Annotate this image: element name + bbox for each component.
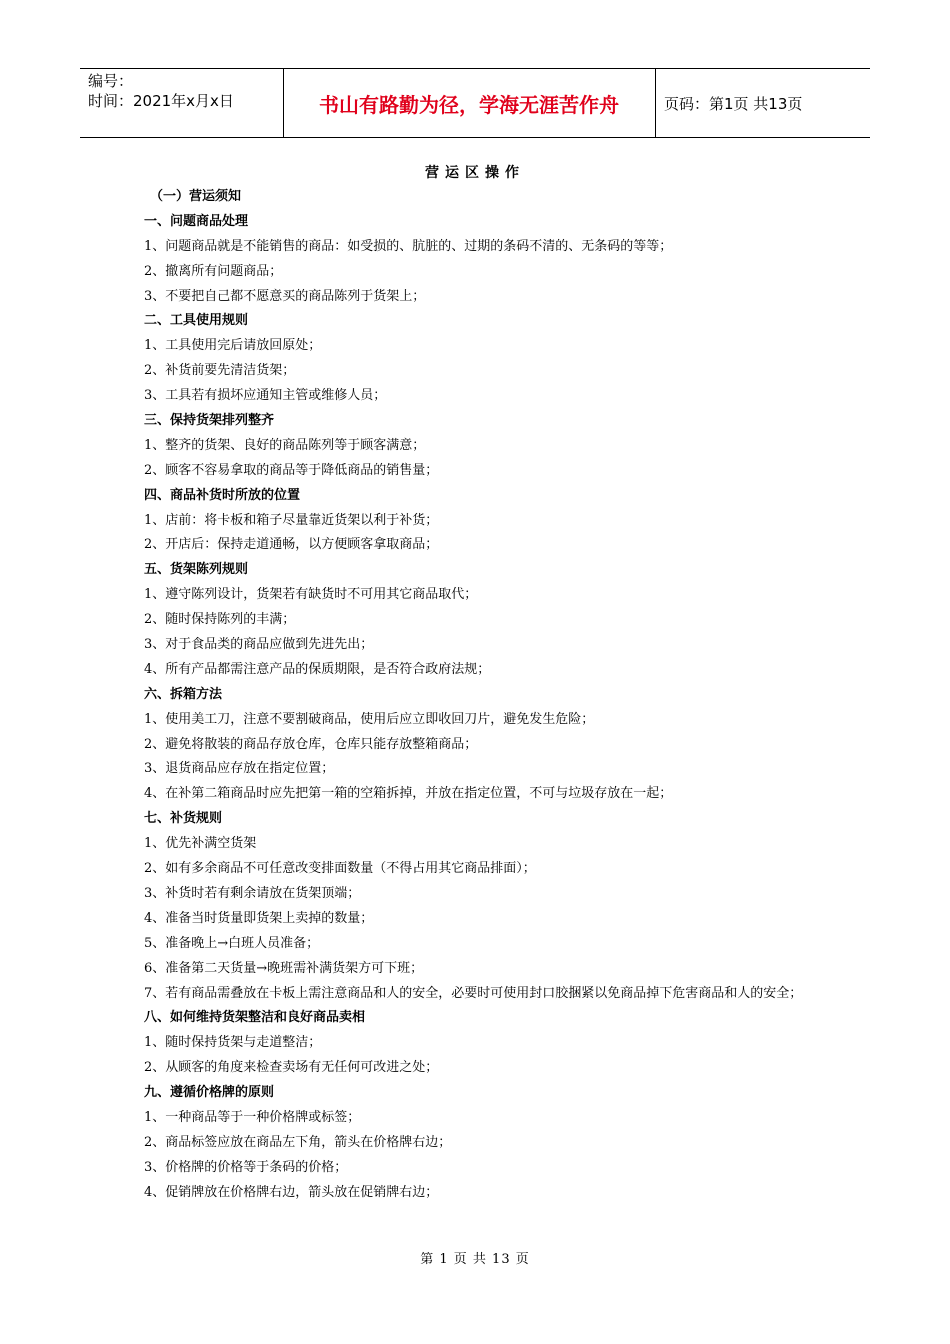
- list-item: 2、商品标签应放在商品左下角，箭头在价格牌右边；: [144, 1134, 452, 1150]
- list-item: 1、工具使用完后请放回原处；: [144, 338, 322, 354]
- list-item: 2、避免将散装的商品存放仓库，仓库只能存放整箱商品；: [144, 736, 478, 752]
- section-heading: 四、商品补货时所放的位置: [144, 487, 301, 503]
- section-heading: 五、货架陈列规则: [144, 562, 249, 578]
- number-label: 编号：: [88, 72, 134, 90]
- document-header: [80, 68, 870, 138]
- section-heading: 六、拆箱方法: [144, 686, 223, 702]
- header-motto: 书山有路勤为径，学海无涯苦作舟: [319, 92, 619, 117]
- list-item: 4、促销牌放在价格牌右边，箭头放在促销牌右边；: [144, 1184, 439, 1200]
- list-item: 2、撤离所有问题商品；: [144, 263, 283, 279]
- list-item: 3、价格牌的价格等于条码的价格；: [144, 1159, 348, 1175]
- list-item: 2、从顾客的角度来检查卖场有无任何可改进之处；: [144, 1060, 439, 1076]
- list-item: 6、准备第二天货量→晚班需补满货架方可下班；: [144, 960, 424, 976]
- time-label: 时间：2021年x月x日: [88, 92, 234, 110]
- document-body: [144, 185, 814, 1206]
- list-item: 2、补货前要先清洁货架；: [144, 363, 296, 379]
- page-footer: 第 1 页 共 13 页: [420, 1252, 530, 1267]
- section-heading: 八、如何维持货架整洁和良好商品卖相: [144, 1010, 366, 1026]
- list-item: 1、一种商品等于一种价格牌或标签；: [144, 1109, 361, 1125]
- list-item: 1、优先补满空货架: [144, 836, 257, 852]
- list-item: 4、在补第二箱商品时应先把第一箱的空箱拆掉，并放在指定位置，不可与垃圾存放在一起；: [144, 786, 673, 802]
- document-title: 营运区操作: [425, 165, 525, 181]
- header-page-info: 页码：第1页 共13页: [664, 94, 803, 113]
- list-item: 2、顾客不容易拿取的商品等于降低商品的销售量；: [144, 462, 439, 478]
- list-item: 3、工具若有损坏应通知主管或维修人员；: [144, 388, 387, 404]
- section-heading: 七、补货规则: [144, 811, 223, 827]
- list-item: 3、不要把自己都不愿意买的商品陈列于货架上；: [144, 288, 426, 304]
- section-heading: 三、保持货架排列整齐: [144, 413, 275, 429]
- list-item: 1、遵守陈列设计，货架若有缺货时不可用其它商品取代；: [144, 587, 478, 603]
- list-item: 1、整齐的货架、良好的商品陈列等于顾客满意；: [144, 437, 426, 453]
- list-item: 7、若有商品需叠放在卡板上需注意商品和人的安全，必要时可使用封口胶捆紧以免商品掉下危害商品和人的安全；: [144, 985, 803, 1001]
- list-item: 3、补货时若有剩余请放在货架顶端；: [144, 885, 361, 901]
- list-item: 3、对于食品类的商品应做到先进先出；: [144, 637, 374, 653]
- section-heading: 九、遵循价格牌的原则: [144, 1085, 275, 1101]
- section-heading: 二、工具使用规则: [144, 313, 249, 329]
- list-item: 4、准备当时货量即货架上卖掉的数量；: [144, 910, 374, 926]
- list-item: 3、退货商品应存放在指定位置；: [144, 761, 335, 777]
- list-item: 1、使用美工刀，注意不要割破商品，使用后应立即收回刀片，避免发生危险；: [144, 711, 595, 727]
- list-item: 2、随时保持陈列的丰满；: [144, 612, 296, 628]
- list-item: 1、随时保持货架与走道整洁；: [144, 1035, 322, 1051]
- header-divider: [655, 69, 656, 137]
- list-item: 4、所有产品都需注意产品的保质期限，是否符合政府法规；: [144, 661, 491, 677]
- list-item: 2、如有多余商品不可任意改变排面数量（不得占用其它商品排面）；: [144, 861, 536, 877]
- header-meta: [88, 71, 234, 111]
- section-heading: （一）营运须知: [150, 189, 242, 204]
- list-item: 1、问题商品就是不能销售的商品：如受损的、肮脏的、过期的条码不清的、无条码的等等；: [144, 238, 673, 254]
- section-heading: 一、问题商品处理: [144, 213, 249, 229]
- list-item: 2、开店后：保持走道通畅，以方便顾客拿取商品；: [144, 537, 439, 553]
- list-item: 5、准备晚上→白班人员准备；: [144, 935, 320, 951]
- list-item: 1、店前：将卡板和箱子尽量靠近货架以利于补货；: [144, 512, 439, 528]
